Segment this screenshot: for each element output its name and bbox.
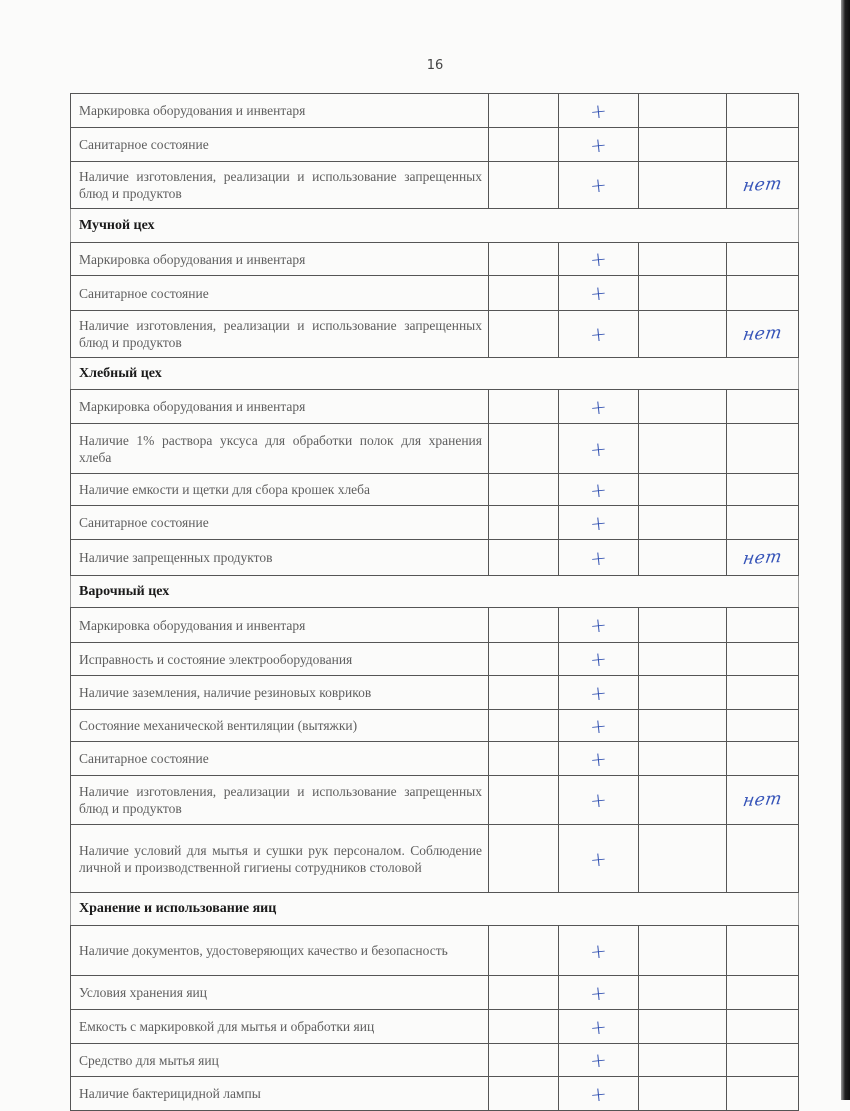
empty-cell: [489, 540, 559, 576]
checklist-item-text: Маркировка оборудования и инвентаря: [71, 390, 489, 424]
empty-cell: [489, 742, 559, 776]
handwritten-mark-cell: [559, 926, 639, 976]
handwritten-mark-cell: [559, 540, 639, 576]
inspection-checklist-table: [70, 93, 799, 1111]
empty-cell: [639, 506, 727, 540]
checklist-row: [71, 608, 799, 643]
scan-edge-shadow: [841, 0, 850, 1100]
handwritten-plus-mark: +: [588, 979, 609, 1006]
checklist-row: [71, 243, 799, 276]
checklist-item-text: Средство для мытья яиц: [71, 1044, 489, 1077]
handwritten-note-cell: [727, 1077, 799, 1111]
handwritten-plus-mark: +: [588, 646, 609, 672]
handwritten-plus-mark: +: [588, 1047, 609, 1073]
checklist-item-text: Наличие условий для мытья и сушки рук персоналом. Соблюдение личной и производственной гигиены сотрудников столовой: [71, 825, 489, 893]
handwritten-mark-cell: [559, 1077, 639, 1111]
empty-cell: [639, 1044, 727, 1077]
checklist-row: [71, 1044, 799, 1077]
handwritten-note-cell: [727, 311, 799, 358]
checklist-row: [71, 474, 799, 506]
handwritten-note-cell: [727, 276, 799, 311]
empty-cell: [489, 926, 559, 976]
handwritten-mark-cell: [559, 162, 639, 209]
checklist-row: [71, 1010, 799, 1044]
section-header-row: [71, 893, 799, 926]
empty-cell: [489, 608, 559, 643]
empty-cell: [639, 1010, 727, 1044]
checklist-item-text: Наличие заземления, наличие резиновых ковриков: [71, 676, 489, 710]
section-title: Хлебный цех: [71, 358, 799, 390]
handwritten-note-cell: [727, 243, 799, 276]
empty-cell: [639, 608, 727, 643]
handwritten-mark-cell: [559, 643, 639, 676]
checklist-item-text: Наличие бактерицидной лампы: [71, 1077, 489, 1111]
handwritten-note: нет: [741, 546, 784, 569]
empty-cell: [489, 1077, 559, 1111]
handwritten-mark-cell: [559, 825, 639, 893]
empty-cell: [489, 710, 559, 742]
handwritten-plus-mark: +: [588, 172, 609, 198]
empty-cell: [639, 1077, 727, 1111]
empty-cell: [489, 676, 559, 710]
empty-cell: [639, 742, 727, 776]
handwritten-plus-mark: +: [588, 131, 609, 158]
empty-cell: [639, 926, 727, 976]
empty-cell: [639, 710, 727, 742]
handwritten-plus-mark: +: [588, 509, 609, 536]
empty-cell: [639, 540, 727, 576]
handwritten-plus-mark: +: [588, 845, 609, 872]
checklist-row: [71, 643, 799, 676]
handwritten-plus-mark: +: [588, 97, 609, 124]
empty-cell: [639, 94, 727, 128]
checklist-row: [71, 676, 799, 710]
handwritten-note: нет: [741, 322, 784, 346]
empty-cell: [489, 128, 559, 162]
empty-cell: [489, 976, 559, 1010]
handwritten-note-cell: [727, 506, 799, 540]
checklist-item-text: Санитарное состояние: [71, 276, 489, 311]
empty-cell: [489, 825, 559, 893]
checklist-item-text: Наличие изготовления, реализации и использование запрещенных блюд и продуктов: [71, 311, 489, 358]
handwritten-plus-mark: +: [588, 321, 609, 347]
checklist-item-text: Наличие емкости и щетки для сбора крошек хлеба: [71, 474, 489, 506]
empty-cell: [639, 311, 727, 358]
empty-cell: [489, 1010, 559, 1044]
handwritten-mark-cell: [559, 243, 639, 276]
handwritten-note-cell: [727, 643, 799, 676]
handwritten-note-cell: [727, 540, 799, 576]
handwritten-note-cell: [727, 94, 799, 128]
handwritten-plus-mark: +: [588, 679, 609, 706]
handwritten-note-cell: [727, 424, 799, 474]
checklist-item-text: Исправность и состояние электрооборудования: [71, 643, 489, 676]
handwritten-mark-cell: [559, 506, 639, 540]
handwritten-plus-mark: +: [588, 280, 609, 306]
handwritten-mark-cell: [559, 128, 639, 162]
handwritten-mark-cell: [559, 474, 639, 506]
handwritten-note-cell: [727, 1044, 799, 1077]
empty-cell: [489, 243, 559, 276]
checklist-row: [71, 825, 799, 893]
checklist-item-text: Наличие запрещенных продуктов: [71, 540, 489, 576]
empty-cell: [489, 424, 559, 474]
handwritten-mark-cell: [559, 1044, 639, 1077]
empty-cell: [639, 676, 727, 710]
handwritten-mark-cell: [559, 710, 639, 742]
handwritten-plus-mark: +: [588, 435, 609, 462]
checklist-row: [71, 506, 799, 540]
checklist-row: [71, 976, 799, 1010]
empty-cell: [639, 643, 727, 676]
handwritten-plus-mark: +: [588, 246, 609, 272]
checklist-row: [71, 94, 799, 128]
section-header-row: [71, 209, 799, 243]
empty-cell: [639, 390, 727, 424]
handwritten-mark-cell: [559, 608, 639, 643]
handwritten-plus-mark: +: [588, 1013, 609, 1040]
handwritten-mark-cell: [559, 424, 639, 474]
checklist-row: [71, 710, 799, 742]
handwritten-mark-cell: [559, 976, 639, 1010]
checklist-item-text: Санитарное состояние: [71, 742, 489, 776]
checklist-row: [71, 311, 799, 358]
section-title: Варочный цех: [71, 576, 799, 608]
handwritten-mark-cell: [559, 1010, 639, 1044]
empty-cell: [639, 825, 727, 893]
handwritten-note: нет: [741, 173, 784, 197]
handwritten-plus-mark: +: [588, 937, 609, 964]
handwritten-plus-mark: +: [588, 712, 609, 739]
handwritten-plus-mark: +: [588, 1080, 609, 1107]
checklist-row: [71, 776, 799, 825]
section-header-row: [71, 576, 799, 608]
empty-cell: [489, 162, 559, 209]
empty-cell: [489, 474, 559, 506]
checklist-item-text: Наличие 1% раствора уксуса для обработки полок для хранения хлеба: [71, 424, 489, 474]
handwritten-plus-mark: +: [588, 787, 609, 813]
empty-cell: [489, 776, 559, 825]
handwritten-note-cell: [727, 162, 799, 209]
handwritten-note-cell: [727, 710, 799, 742]
checklist-row: [71, 424, 799, 474]
checklist-item-text: Наличие изготовления, реализации и использование запрещенных блюд и продуктов: [71, 162, 489, 209]
handwritten-note-cell: [727, 474, 799, 506]
checklist-item-text: Маркировка оборудования и инвентаря: [71, 243, 489, 276]
checklist-row: [71, 128, 799, 162]
handwritten-plus-mark: +: [588, 544, 609, 571]
handwritten-note-cell: [727, 976, 799, 1010]
checklist-item-text: Состояние механической вентиляции (вытяжки): [71, 710, 489, 742]
empty-cell: [639, 276, 727, 311]
handwritten-note-cell: [727, 608, 799, 643]
section-title: Хранение и использование яиц: [71, 893, 799, 926]
empty-cell: [639, 162, 727, 209]
checklist-item-text: Условия хранения яиц: [71, 976, 489, 1010]
handwritten-note-cell: [727, 390, 799, 424]
page-number: 16: [426, 58, 444, 73]
handwritten-mark-cell: [559, 276, 639, 311]
handwritten-note-cell: [727, 742, 799, 776]
handwritten-plus-mark: +: [588, 745, 609, 772]
empty-cell: [489, 311, 559, 358]
handwritten-mark-cell: [559, 94, 639, 128]
empty-cell: [639, 424, 727, 474]
handwritten-mark-cell: [559, 742, 639, 776]
checklist-item-text: Емкость с маркировкой для мытья и обработки яиц: [71, 1010, 489, 1044]
section-header-row: [71, 358, 799, 390]
handwritten-note-cell: [727, 825, 799, 893]
empty-cell: [639, 128, 727, 162]
empty-cell: [489, 1044, 559, 1077]
handwritten-note-cell: [727, 128, 799, 162]
checklist-item-text: Маркировка оборудования и инвентаря: [71, 608, 489, 643]
handwritten-mark-cell: [559, 390, 639, 424]
empty-cell: [489, 506, 559, 540]
handwritten-plus-mark: +: [588, 476, 609, 503]
handwritten-mark-cell: [559, 676, 639, 710]
checklist-row: [71, 926, 799, 976]
handwritten-note-cell: [727, 1010, 799, 1044]
checklist-item-text: Маркировка оборудования и инвентаря: [71, 94, 489, 128]
checklist-row: [71, 390, 799, 424]
checklist-item-text: Санитарное состояние: [71, 506, 489, 540]
handwritten-note: нет: [741, 788, 784, 812]
section-title: Мучной цех: [71, 209, 799, 243]
handwritten-note-cell: [727, 776, 799, 825]
empty-cell: [489, 276, 559, 311]
checklist-item-text: Наличие изготовления, реализации и использование запрещенных блюд и продуктов: [71, 776, 489, 825]
empty-cell: [489, 390, 559, 424]
empty-cell: [489, 94, 559, 128]
checklist-row: [71, 276, 799, 311]
handwritten-plus-mark: +: [588, 393, 609, 420]
empty-cell: [489, 643, 559, 676]
checklist-row: [71, 162, 799, 209]
empty-cell: [639, 474, 727, 506]
checklist-row: [71, 1077, 799, 1111]
checklist-item-text: Наличие документов, удостоверяющих качество и безопасность: [71, 926, 489, 976]
empty-cell: [639, 776, 727, 825]
checklist-item-text: Санитарное состояние: [71, 128, 489, 162]
checklist-row: [71, 742, 799, 776]
empty-cell: [639, 976, 727, 1010]
handwritten-mark-cell: [559, 776, 639, 825]
empty-cell: [639, 243, 727, 276]
handwritten-note-cell: [727, 926, 799, 976]
handwritten-plus-mark: +: [588, 612, 609, 638]
checklist-row: [71, 540, 799, 576]
handwritten-note-cell: [727, 676, 799, 710]
handwritten-mark-cell: [559, 311, 639, 358]
